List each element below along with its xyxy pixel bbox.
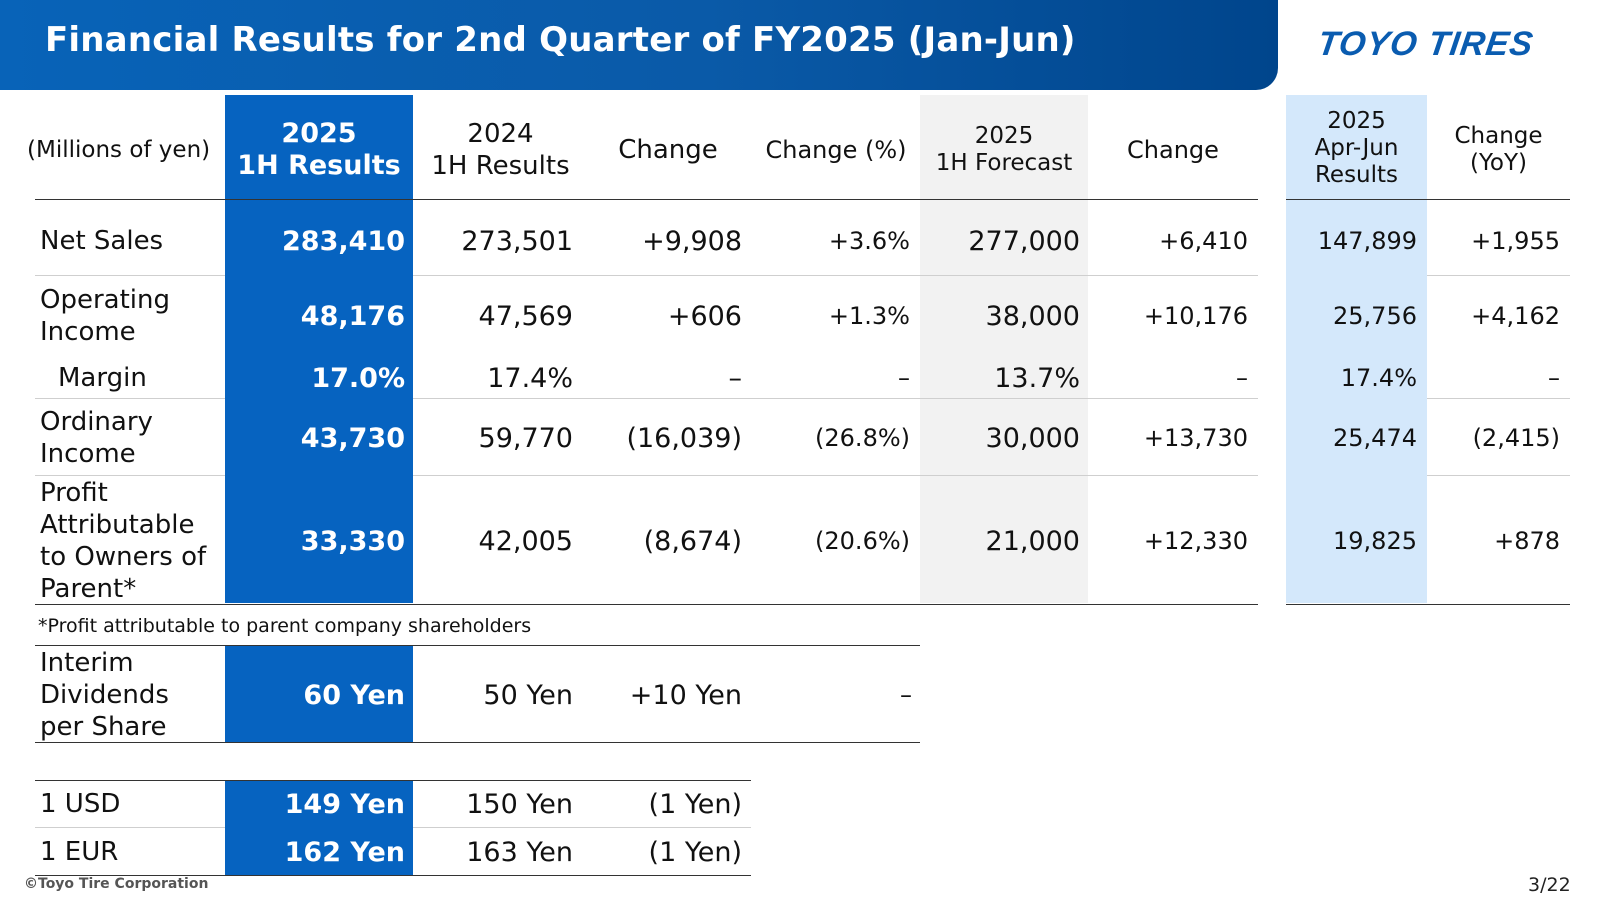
header-apr-jun-results: 2025 Apr-Jun Results — [1314, 107, 1399, 188]
margin-forecast: 13.7% — [994, 362, 1080, 394]
row-rule — [35, 275, 225, 276]
net-sales-2025-1h: 283,410 — [282, 225, 405, 257]
margin-apr-jun: 17.4% — [1340, 364, 1417, 392]
profit-attributable-apr-jun: 19,825 — [1333, 527, 1417, 555]
toyo-tires-logo: TOYO TIRES — [1315, 25, 1537, 63]
table-bottom-rule-right — [1286, 604, 1570, 605]
title-bar — [0, 0, 1278, 90]
eur-2025-1h: 162 Yen — [284, 836, 405, 868]
header-rule-right — [1286, 199, 1570, 200]
header-change-percent: Change (%) — [765, 136, 907, 164]
ordinary-income-2025-1h: 43,730 — [300, 422, 405, 454]
header-2025-1h-results: 2025 1H Results — [237, 118, 401, 181]
ordinary-income-change-yoy: (2,415) — [1472, 424, 1560, 452]
operating-income-forecast: 38,000 — [985, 300, 1080, 332]
footnote: *Profit attributable to parent company shareholders — [38, 615, 532, 637]
profit-attributable-forecast: 21,000 — [985, 525, 1080, 557]
net-sales-change-yoy: +1,955 — [1471, 227, 1560, 255]
fx-row-rule — [35, 827, 225, 828]
ordinary-income-change-percent: (26.8%) — [815, 424, 910, 452]
profit-attributable-2025-1h: 33,330 — [300, 525, 405, 557]
eur-change: (1 Yen) — [648, 836, 742, 868]
row-label-interim-dividends: Interim Dividends per Share — [40, 648, 169, 742]
fx-row-rule — [413, 827, 751, 828]
row-rule — [1427, 475, 1570, 476]
profit-attributable-2024-1h: 42,005 — [478, 525, 573, 557]
page-title: Financial Results for 2nd Quarter of FY2025 (Jan-Jun) — [45, 20, 1076, 60]
dividend-top-rule — [35, 645, 920, 646]
operating-income-change-percent: +1.3% — [828, 302, 910, 330]
margin-change-vs-forecast: – — [1236, 364, 1248, 392]
ordinary-income-change-vs-forecast: +13,730 — [1143, 424, 1248, 452]
margin-change: – — [728, 362, 742, 394]
header-change: Change — [618, 135, 718, 165]
operating-income-2024-1h: 47,569 — [478, 300, 573, 332]
row-rule — [413, 475, 1258, 476]
operating-income-change: +606 — [667, 300, 742, 332]
profit-attributable-change-percent: (20.6%) — [815, 527, 910, 555]
row-rule — [1427, 398, 1570, 399]
units-label: (Millions of yen) — [27, 137, 211, 163]
net-sales-change: +9,908 — [642, 225, 742, 257]
ordinary-income-forecast: 30,000 — [985, 422, 1080, 454]
page-number: 3/22 — [1528, 874, 1571, 896]
dividend-bottom-rule — [35, 742, 920, 743]
profit-attributable-change-yoy: +878 — [1494, 527, 1560, 555]
net-sales-apr-jun: 147,899 — [1317, 227, 1417, 255]
row-label-operating-income: Operating Income — [40, 285, 170, 347]
row-label-margin: Margin — [58, 363, 147, 393]
copyright: ©Toyo Tire Corporation — [24, 876, 209, 892]
row-label-usd: 1 USD — [40, 789, 121, 819]
row-label-eur: 1 EUR — [40, 837, 119, 867]
ordinary-income-change: (16,039) — [626, 422, 742, 454]
usd-2025-1h: 149 Yen — [284, 788, 405, 820]
header-change-yoy: Change (YoY) — [1454, 123, 1543, 176]
row-rule — [413, 275, 1258, 276]
operating-income-change-vs-forecast: +10,176 — [1143, 302, 1248, 330]
row-label-net-sales: Net Sales — [40, 226, 164, 256]
usd-change: (1 Yen) — [648, 788, 742, 820]
margin-change-percent: – — [898, 364, 910, 392]
profit-attributable-change: (8,674) — [643, 525, 742, 557]
header-2025-1h-forecast: 2025 1H Forecast — [935, 123, 1073, 176]
operating-income-apr-jun: 25,756 — [1333, 302, 1417, 330]
row-label-ordinary-income: Ordinary Income — [40, 407, 153, 469]
row-rule — [1427, 275, 1570, 276]
ordinary-income-apr-jun: 25,474 — [1333, 424, 1417, 452]
operating-income-change-yoy: +4,162 — [1471, 302, 1560, 330]
fx-top-rule — [35, 780, 751, 781]
header-2024-1h-results: 2024 1H Results — [431, 119, 570, 181]
ordinary-income-2024-1h: 59,770 — [478, 422, 573, 454]
row-rule — [35, 398, 225, 399]
header-change-vs-forecast: Change — [1127, 136, 1219, 164]
usd-2024-1h: 150 Yen — [466, 788, 573, 820]
margin-2024-1h: 17.4% — [487, 362, 573, 394]
profit-attributable-change-vs-forecast: +12,330 — [1143, 527, 1248, 555]
dividend-2024-1h: 50 Yen — [483, 679, 573, 711]
operating-income-2025-1h: 48,176 — [300, 300, 405, 332]
header-rule-left — [35, 199, 1258, 200]
row-label-profit-attributable: Profit Attributable to Owners of Parent* — [40, 478, 207, 604]
margin-2025-1h: 17.0% — [311, 362, 405, 394]
net-sales-2024-1h: 273,501 — [461, 225, 573, 257]
net-sales-forecast: 277,000 — [968, 225, 1080, 257]
net-sales-change-percent: +3.6% — [828, 227, 910, 255]
row-rule — [35, 475, 225, 476]
margin-change-yoy: – — [1548, 364, 1560, 392]
dividend-change: +10 Yen — [629, 679, 742, 711]
eur-2024-1h: 163 Yen — [466, 836, 573, 868]
row-rule — [413, 398, 1258, 399]
dividend-change-percent: – — [900, 681, 912, 709]
table-bottom-rule-left — [35, 604, 1258, 605]
net-sales-change-vs-forecast: +6,410 — [1159, 227, 1248, 255]
dividend-2025-1h: 60 Yen — [303, 679, 405, 711]
